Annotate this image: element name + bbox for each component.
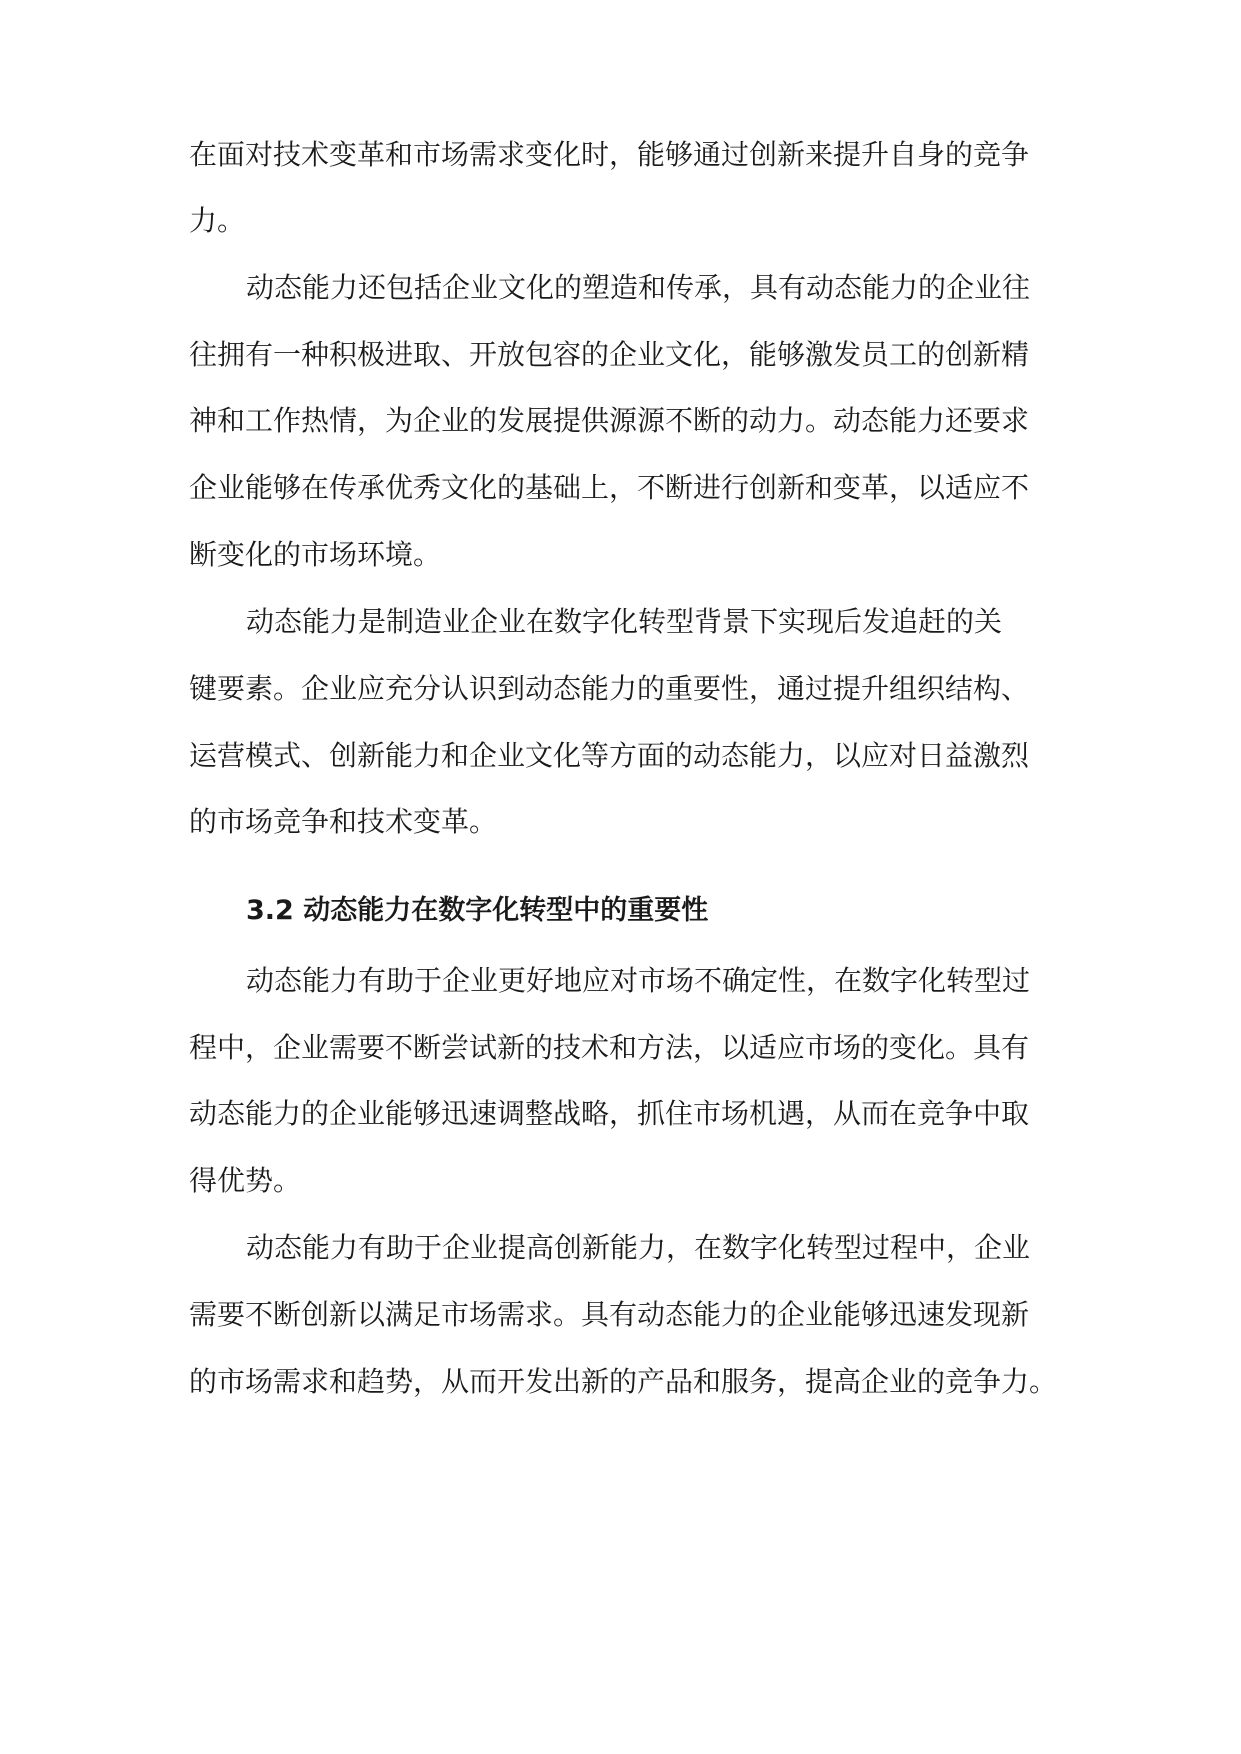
- paragraph-line: 得优势。: [189, 1164, 302, 1197]
- paragraph-line: 神和工作热情，为企业的发展提供源源不断的动力。动态能力还要求: [189, 404, 1030, 437]
- paragraph-line: 的市场需求和趋势，从而开发出新的产品和服务，提高企业的竞争力。: [189, 1365, 1058, 1398]
- paragraph-line: 程中，企业需要不断尝试新的技术和方法，以适应市场的变化。具有: [189, 1031, 1030, 1064]
- paragraph-line: 运营模式、创新能力和企业文化等方面的动态能力，以应对日益激烈: [189, 739, 1030, 772]
- paragraph-line: 需要不断创新以满足市场需求。具有动态能力的企业能够迅速发现新: [189, 1298, 1030, 1331]
- paragraph-line: 的市场竞争和技术变革。: [189, 805, 498, 838]
- paragraph-line: 动态能力有助于企业更好地应对市场不确定性，在数字化转型过: [246, 964, 1031, 997]
- paragraph-line: 企业能够在传承优秀文化的基础上，不断进行创新和变革，以适应不: [189, 471, 1030, 504]
- paragraph-line: 动态能力的企业能够迅速调整战略，抓住市场机遇，从而在竞争中取: [189, 1097, 1030, 1130]
- paragraph-line: 在面对技术变革和市场需求变化时，能够通过创新来提升自身的竞争: [189, 138, 1030, 171]
- section-heading: 3.2 动态能力在数字化转型中的重要性: [246, 895, 709, 926]
- paragraph-line: 动态能力还包括企业文化的塑造和传承，具有动态能力的企业往: [246, 271, 1031, 304]
- paragraph-line: 往拥有一种积极进取、开放包容的企业文化，能够激发员工的创新精: [189, 338, 1030, 371]
- paragraph-line: 动态能力是制造业企业在数字化转型背景下实现后发追赶的关: [246, 605, 1003, 638]
- paragraph-line: 力。: [189, 204, 246, 237]
- paragraph-line: 动态能力有助于企业提高创新能力，在数字化转型过程中，企业: [246, 1231, 1031, 1264]
- paragraph-line: 键要素。企业应充分认识到动态能力的重要性，通过提升组织结构、: [189, 672, 1030, 705]
- paragraph-line: 断变化的市场环境。: [189, 538, 442, 571]
